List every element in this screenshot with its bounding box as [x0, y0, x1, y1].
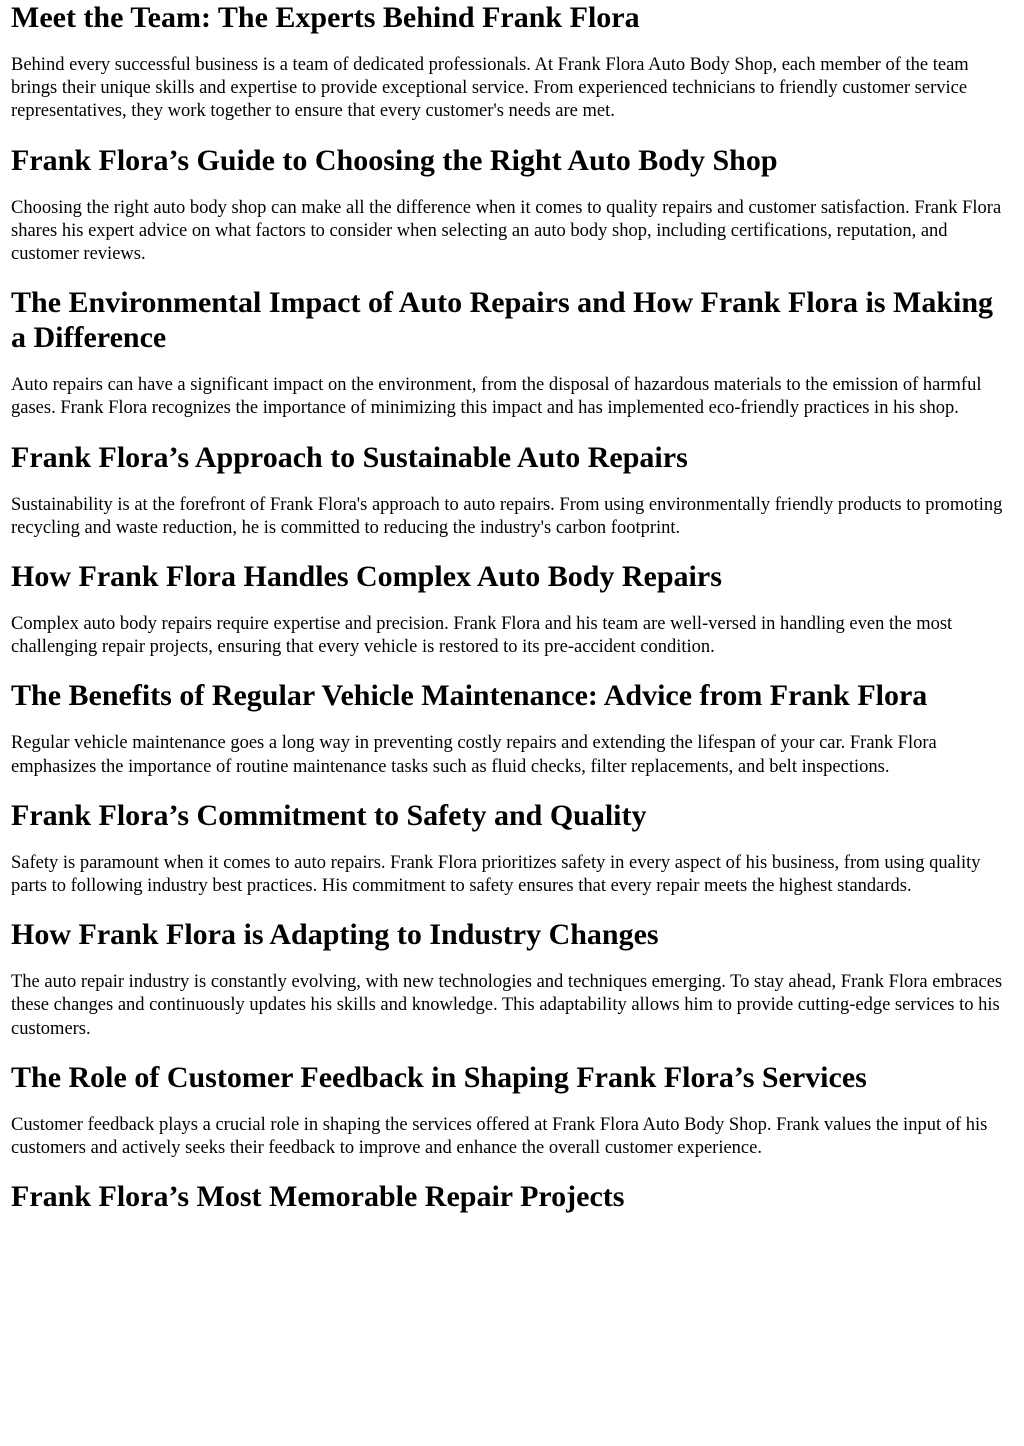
section-body: Choosing the right auto body shop can make all the difference when it comes to quality repairs and customer satisfaction. Frank Flora shares his expert advice on what factors to consider when selecting an auto body shop, including certifications, reputation, and customer reviews. — [11, 197, 1002, 265]
section-complex-repairs — [11, 559, 1014, 659]
section-environmental-impact — [11, 285, 1014, 420]
section-body: Behind every successful business is a team of dedicated professionals. At Frank Flora Auto Body Shop, each member of the team brings their unique skills and expertise to provide exceptional service. From experienced technicians to friendly customer service representatives, they work together to ensure that every customer's needs are met. — [11, 55, 969, 122]
section-heading: The Benefits of Regular Vehicle Maintenance: Advice from Frank Flora — [11, 679, 928, 713]
section-industry-changes — [11, 917, 1014, 1041]
section-body: Auto repairs can have a significant impact on the environment, from the disposal of hazardous materials to the emission of harmful gases. Frank Flora recognizes the importance of minimizing this impact and has implemented eco-friendly practices in his shop. — [11, 375, 982, 419]
section-body: Sustainability is at the forefront of Frank Flora's approach to auto repairs. From using environmentally friendly products to promoting recycling and waste reduction, he is committed to reducing the industry's carbon footprint. — [11, 494, 1003, 538]
section-safety-quality — [11, 798, 1014, 898]
section-heading: How Frank Flora Handles Complex Auto Body Repairs — [11, 560, 722, 594]
section-body: Safety is paramount when it comes to auto repairs. Frank Flora prioritizes safety in every aspect of his business, from using quality parts to following industry best practices. His commitment to safety ensures that every repair meets the highest standards. — [11, 852, 981, 897]
section-body: Regular vehicle maintenance goes a long way in preventing costly repairs and extending the lifespan of your car. Frank Flora emphasizes the importance of routine maintenance tasks such as fluid checks, filter replacements, and belt inspections. — [11, 733, 937, 777]
section-customer-feedback — [11, 1060, 1014, 1160]
section-heading: How Frank Flora is Adapting to Industry Changes — [11, 918, 659, 952]
section-regular-maintenance — [11, 678, 1014, 778]
section-heading: The Environmental Impact of Auto Repairs and How Frank Flora is Making a Difference — [11, 286, 994, 355]
section-memorable-projects — [11, 1179, 1014, 1214]
section-heading: Frank Flora’s Approach to Sustainable Auto Repairs — [11, 440, 688, 474]
section-heading: Frank Flora’s Most Memorable Repair Projects — [11, 1180, 625, 1214]
section-heading: Meet the Team: The Experts Behind Frank Flora — [11, 1, 640, 34]
section-meet-the-team — [11, 0, 1014, 124]
section-sustainable-repairs — [11, 440, 1014, 540]
section-heading: The Role of Customer Feedback in Shaping Frank Flora’s Services — [11, 1060, 867, 1094]
section-choosing-shop — [11, 143, 1014, 267]
section-heading: Frank Flora’s Commitment to Safety and Quality — [11, 798, 647, 832]
section-body: The auto repair industry is constantly evolving, with new technologies and techniques emerging. To stay ahead, Frank Flora embraces these changes and continuously updates his skills and knowledge. This adaptability allows him to provide cutting-edge services to his customers. — [11, 972, 1003, 1039]
section-body: Complex auto body repairs require expertise and precision. Frank Flora and his team are well-versed in handling even the most challenging repair projects, ensuring that every vehicle is restored to its pre-accident condition. — [11, 614, 953, 658]
section-body: Customer feedback plays a crucial role in shaping the services offered at Frank Flora Auto Body Shop. Frank values the input of his customers and actively seeks their feedback to improve and enhance the overall customer experience. — [11, 1114, 988, 1159]
section-heading: Frank Flora’s Guide to Choosing the Right Auto Body Shop — [11, 143, 778, 177]
